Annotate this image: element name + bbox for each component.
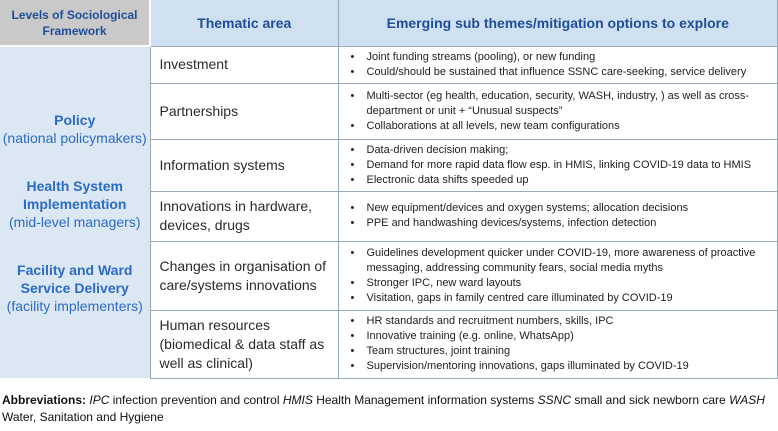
bullet-list xyxy=(351,314,774,374)
level-subtitle: (facility implementers) xyxy=(6,297,143,314)
abbrev-definition: Water, Sanitation and Hygiene xyxy=(2,410,164,424)
theme-cell: Innovations in hardware, devices, drugs xyxy=(150,191,338,241)
level-policy xyxy=(0,111,150,147)
table-row xyxy=(0,46,778,83)
list-item: • Joint funding streams (pooling), or new funding xyxy=(351,50,774,65)
abbrev-term: WASH xyxy=(729,393,765,407)
bullet-list xyxy=(351,201,774,231)
level-subtitle: (national policymakers) xyxy=(2,129,147,146)
abbrev-term: SSNC xyxy=(537,393,571,407)
abbrev-term: HMIS xyxy=(282,393,313,407)
list-item: • Visitation, gaps in family centred care illuminated by COVID-19 xyxy=(351,291,774,306)
theme-cell: Investment xyxy=(150,46,338,83)
level-title: Policy xyxy=(54,111,96,128)
theme-cell: Human resources (biomedical & data staff as well as clinical) xyxy=(150,310,338,378)
abbrev-definition: small and sick newborn care xyxy=(574,393,726,407)
bullet-list xyxy=(351,50,774,80)
list-item: • New equipment/devices and oxygen systems; allocation decisions xyxy=(351,201,774,216)
level-title: Facility and Ward Service Delivery xyxy=(17,261,133,296)
emerging-cell xyxy=(338,191,778,241)
level-facility-ward xyxy=(0,261,150,315)
list-item: • Demand for more rapid data flow esp. in HMIS, linking COVID-19 data to HMIS xyxy=(351,158,774,173)
theme-cell: Partnerships xyxy=(150,83,338,139)
bullet-list xyxy=(351,143,774,188)
level-health-system xyxy=(0,177,150,231)
emerging-cell xyxy=(338,241,778,310)
bullet-list xyxy=(351,89,774,134)
list-item: • Supervision/mentoring innovations, gaps illuminated by COVID-19 xyxy=(351,359,774,374)
list-item: • Innovative training (e.g. online, WhatsApp) xyxy=(351,329,774,344)
list-item: • Electronic data shifts speeded up xyxy=(351,173,774,188)
header-emerging-themes: Emerging sub themes/mitigation options to explore xyxy=(338,0,778,46)
abbrev-definition: infection prevention and control xyxy=(112,393,280,407)
emerging-cell xyxy=(338,46,778,83)
level-subtitle: (mid-level managers) xyxy=(9,213,141,230)
levels-column xyxy=(0,46,150,378)
list-item: • HR standards and recruitment numbers, skills, IPC xyxy=(351,314,774,329)
emerging-cell xyxy=(338,83,778,139)
list-item: • Data-driven decision making; xyxy=(351,143,774,158)
list-item: • Multi-sector (eg health, education, security, WASH, industry, ) as well as cross-department or unit + “Unusual suspects” xyxy=(351,89,774,119)
list-item: • Could/should be sustained that influence SSNC care-seeking, service delivery xyxy=(351,65,774,80)
abbrev-term: IPC xyxy=(89,393,110,407)
abbrev-definition: Health Management information systems xyxy=(316,393,535,407)
emerging-cell xyxy=(338,139,778,191)
list-item: • Stronger IPC, new ward layouts xyxy=(351,276,774,291)
level-title: Health System Implementation xyxy=(23,177,127,212)
abbreviations-footnote xyxy=(2,392,776,426)
theme-cell: Changes in organisation of care/systems innovations xyxy=(150,241,338,310)
header-levels: Levels of Sociological Framework xyxy=(0,0,150,46)
emerging-cell xyxy=(338,310,778,378)
bullet-list xyxy=(351,246,774,306)
list-item: • Collaborations at all levels, new team configurations xyxy=(351,119,774,134)
theme-cell: Information systems xyxy=(150,139,338,191)
list-item: • PPE and handwashing devices/systems, infection detection xyxy=(351,216,774,231)
list-item: • Guidelines development quicker under COVID-19, more awareness of proactive messaging, addressing community fears, social media myths xyxy=(351,246,774,276)
table-header-row xyxy=(0,0,778,46)
list-item: • Team structures, joint training xyxy=(351,344,774,359)
header-thematic-area: Thematic area xyxy=(150,0,338,46)
abbreviations-label: Abbreviations: xyxy=(2,393,87,407)
